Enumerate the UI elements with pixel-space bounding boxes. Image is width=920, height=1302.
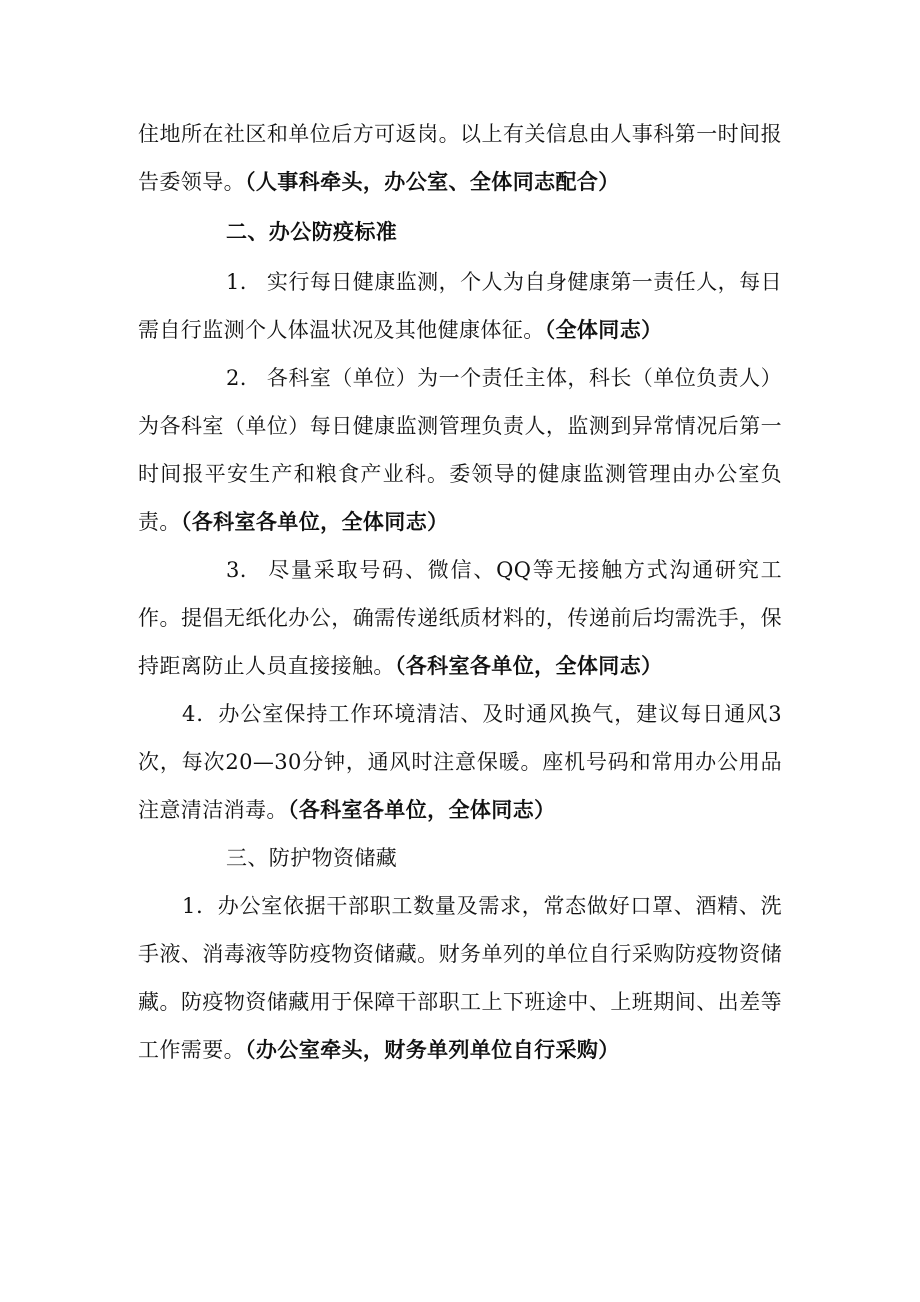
item-number: 2. [226, 366, 247, 390]
responsibility-note: （人事科牵头，办公室、全体同志配合） [245, 170, 620, 194]
list-item-4 [138, 690, 782, 834]
responsibility-note: （各科室各单位，全体同志） [394, 654, 663, 678]
responsibility-note: （各科室各单位，全体同志） [287, 798, 556, 822]
item-number: 1. [226, 270, 247, 294]
list-item-3 [138, 546, 782, 690]
item-text: 实行每日健康监测，个人为自身健康第一责任人，每日需自行监测个人体温状况及其他健康体征。 [138, 270, 782, 342]
paragraph-continuation [138, 110, 782, 206]
item-text: 4．办公室保持工作环境清洁、及时通风换气，建议每日通风3次，每次20—30分钟，通风时注意保暖。座机号码和常用办公用品注意清洁消毒。 [138, 702, 782, 822]
document-body [138, 110, 782, 1074]
paragraph-text: 住地所在社区和单位后方可返岗。以上有关信息由人事科第一时间报告委领导。 [138, 122, 782, 194]
item-text: 1．办公室依据干部职工数量及需求，常态做好口罩、酒精、洗手液、消毒液等防疫物资储藏。财务单列的单位自行采购防疫物资储藏。防疫物资储藏用于保障干部职工上下班途中、上班期间、出差等工作需要。 [138, 894, 782, 1062]
list-item-supplies-1 [138, 882, 782, 1074]
list-item-2 [138, 354, 782, 546]
list-item-1 [138, 258, 782, 354]
responsibility-note: （各科室各单位，全体同志） [180, 510, 449, 534]
section-heading-office-standards: 二、办公防疫标准 [226, 220, 398, 244]
item-text: 尽量采取号码、微信、QQ等无接触方式沟通研究工作。提倡无纸化办公，确需传递纸质材料的，传递前后均需洗手，保持距离防止人员直接接触。 [138, 558, 782, 678]
responsibility-note: （办公室牵头，财务单列单位自行采购） [245, 1038, 620, 1062]
responsibility-note: （全体同志） [544, 318, 663, 342]
section-heading-supplies: 三、防护物资储藏 [226, 846, 398, 870]
item-number: 3. [226, 558, 247, 582]
item-text: 各科室（单位）为一个责任主体，科长（单位负责人）为各科室（单位）每日健康监测管理负责人，监测到异常情况后第一时间报平安生产和粮食产业科。委领导的健康监测管理由办公室负责。 [138, 366, 782, 534]
